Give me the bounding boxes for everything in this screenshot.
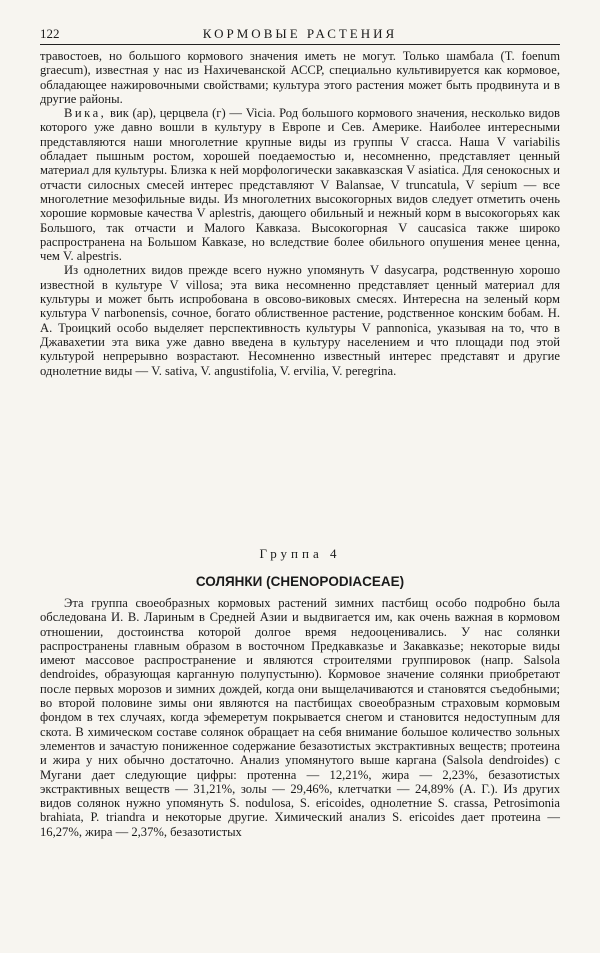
paragraph-vicia-text: вик (ар), церцвела (г) — Vicia. Род большого кормового значения, несколько видов которого уже давно вошли в культуру в Европе и Сев. Америке. Наиболее интересными представляются наши многолетние крупные виды из группы V cracca. Наша V variabilis обладает пышным ростом, хорошей поедаемостью и, несомненно, представляет ценный материал для культуры. Близка к ней морфологически закавказская V asiatica. Для сенокосных и отчасти силосных смесей интерес представляют V Balansae, V truncatula, V sepium — все многолетние мезофильные виды. Из многолетних высокогорных видов следует отметить очень хорошие кормовые качества V aplestris, дающего обильный и нежный корм в высокогорьях как Большого, так отчасти и Малого Кавказа. Высокогорная V caucasica также широко распространена на Большом Кавказе, но вследствие более обильного опушения менее ценна, чем V. alpestris. xyxy=(40,106,560,264)
group-heading: Группа 4 xyxy=(259,546,341,561)
paragraph-vicia xyxy=(40,106,560,263)
page-number: 122 xyxy=(40,26,60,41)
paragraph-annual-vicia: Из однолетних видов прежде всего нужно упомянуть V dasycarpa, родственную хорошо известной в культуре V villosa; эта вика несомненно представляет ценный материал для культуры и может быть испробована в овсово-виковых смесях. Интересна на зеленый корм культура V narbonensis, сочное, богато облиственное растение, родственное конским бобам. Н. А. Троицкий особо выделяет перспективность культуры V pannonica, указывая на то, что в Джавахетии эта вика уже давно введена в культуру населением и что площади под этой культурой непрерывно возрастают. Несомненно известный интерес представят и другие однолетние виды — V. sativa, V. angustifolia, V. ervilia, V. peregrina. xyxy=(40,263,560,378)
text-block-chenopodiaceae xyxy=(40,596,560,839)
paragraph-solyanki: Эта группа своеобразных кормовых растений зимних пастбищ особо подробно была обследована И. В. Лариным в Средней Азии и выдвигается им, как очень важная в кормовом отношении, достоинства которой долгое время недооценивались. У нас солянки распространены главным образом в восточном Предкавказье и Закавказье; некоторые виды имеют массовое распространение и являются строителями группировок (напр. Salsola dendroides, образующая карганную полупустыню). Кормовое значение солянки приобретают после первых морозов и зимних дождей, когда они выщелачиваются и становятся съедобными; во второй половине зимы они являются на пастбищах своеобразным страховым кормовым фондом в тех случаях, когда эфемеретум покрывается снегом и становится недоступным для скота. В химическом составе солянок обращает на себя внимание большое количество зольных элементов и зачастую пониженное содержание безазотистых экстрактивных веществ; протеина и жира у них обычно достаточно. Анализ упомянутого выше каргана (Salsola dendroides) с Мугани дает следующие цифры: протенна — 12,21%, жира — 2,23%, безазотистых экстрактивных веществ — 31,21%, золы — 29,46%, клетчатки — 24,89% (А. Г.). Из других видов солянок нужно упомянуть S. nodulosa, S. ericoides, однолетние S. crassa, Petrosimonia brahiata, P. triandra и некоторые другие. Химический анализ S. ericoides дает протеина — 16,27%, жира — 2,37%, безазотистых xyxy=(40,596,560,839)
running-title: КОРМОВЫЕ РАСТЕНИЯ xyxy=(202,26,398,41)
text-block-vicia xyxy=(40,49,560,378)
section-heading: СОЛЯНКИ (CHENOPODIACEAE) xyxy=(195,574,405,589)
page-header xyxy=(40,26,560,45)
paragraph-lead-word: Вика, xyxy=(64,106,107,121)
paragraph-shambala: травостоев, но большого кормового значения иметь не могут. Только шамбала (T. foenum graecum), известная у нас из Нахичеванской АССР, специально культивируется как кормовое, обладающее нажировочными свойствами; культура этого растения может быть продвинута и в другие районы. xyxy=(40,49,560,106)
